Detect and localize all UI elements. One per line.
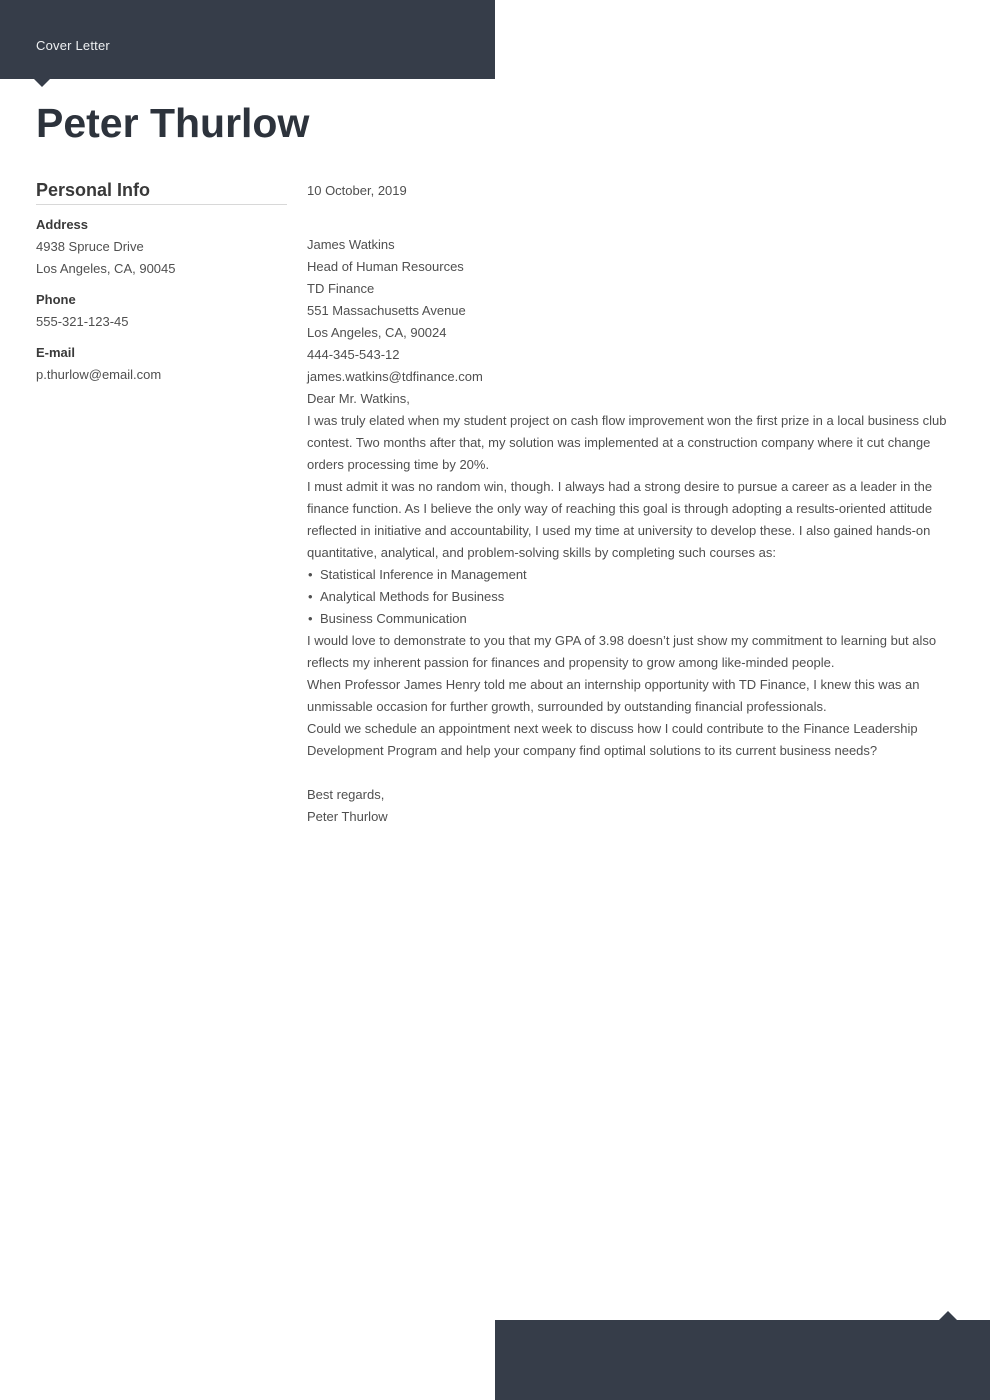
address-field (36, 214, 287, 280)
recipient-title: Head of Human Resources (307, 259, 464, 274)
recipient-company: TD Finance (307, 281, 375, 296)
recipient-street: 551 Massachusetts Avenue (307, 303, 466, 318)
sign-off: Best regards, (307, 787, 385, 802)
course-item: • Statistical Inference in Management (307, 564, 952, 586)
footer-tail-decoration (939, 1311, 957, 1320)
recipient-phone: 444-345-543-12 (307, 347, 400, 362)
page-title: Peter Thurlow (36, 100, 310, 146)
letter-body (307, 180, 952, 828)
letter-paragraph: I would love to demonstrate to you that my GPA of 3.98 doesn’t just show my commitment to learning but also reflects my inherent passion for finances and propensity to grow among like-minded people. (307, 633, 937, 670)
phone-value: 555-321-123-45 (36, 314, 129, 329)
email-value: p.thurlow@email.com (36, 367, 162, 382)
recipient-email: james.watkins@tdfinance.com (307, 369, 483, 384)
letter-paragraph: When Professor James Henry told me about an internship opportunity with TD Finance, I knew this was an unmissable occasion for further growth, surrounded by outstanding financial professionals. (307, 677, 920, 714)
letter-paragraph: I must admit it was no random win, though. I always had a strong desire to pursue a career as a leader in the finance function. As I believe the only way of reaching this goal is through adopting a results-oriented attitude reflected in initiative and accountability, I used my time at university to develop these. I also gained hands-on quantitative, analytical, and problem-solving skills by completing such courses as: (307, 479, 933, 560)
header-bar (0, 0, 495, 79)
address-line: 4938 Spruce Drive (36, 239, 144, 254)
sign-off-block (307, 784, 952, 828)
email-label: E-mail (36, 345, 76, 360)
signature-name: Peter Thurlow (307, 809, 388, 824)
email-field (36, 342, 287, 386)
address-label: Address (36, 217, 89, 232)
recipient-name: James Watkins (307, 237, 395, 252)
doc-type-label: Cover Letter (36, 38, 110, 53)
recipient-city: Los Angeles, CA, 90024 (307, 325, 447, 340)
letter-date: 10 October, 2019 (307, 183, 407, 198)
phone-label: Phone (36, 292, 76, 307)
courses-list (307, 564, 952, 630)
phone-field (36, 289, 287, 333)
header-tail-decoration (34, 79, 50, 87)
address-line: Los Angeles, CA, 90045 (36, 261, 176, 276)
letter-paragraph: Could we schedule an appointment next week to discuss how I could contribute to the Finance Leadership Development Program and help your company find optimal solutions to its current business needs? (307, 721, 918, 758)
recipient-block (307, 234, 952, 388)
personal-info-heading: Personal Info (36, 180, 287, 205)
salutation: Dear Mr. Watkins, (307, 391, 410, 406)
course-item: • Business Communication (307, 608, 952, 630)
letter-paragraph: I was truly elated when my student project on cash flow improvement won the first prize in a local business club contest. Two months after that, my solution was implemented at a construction company where it cut change orders processing time by 20%. (307, 413, 947, 472)
course-item: • Analytical Methods for Business (307, 586, 952, 608)
footer-bar (495, 1320, 990, 1400)
personal-info-section (36, 180, 287, 386)
